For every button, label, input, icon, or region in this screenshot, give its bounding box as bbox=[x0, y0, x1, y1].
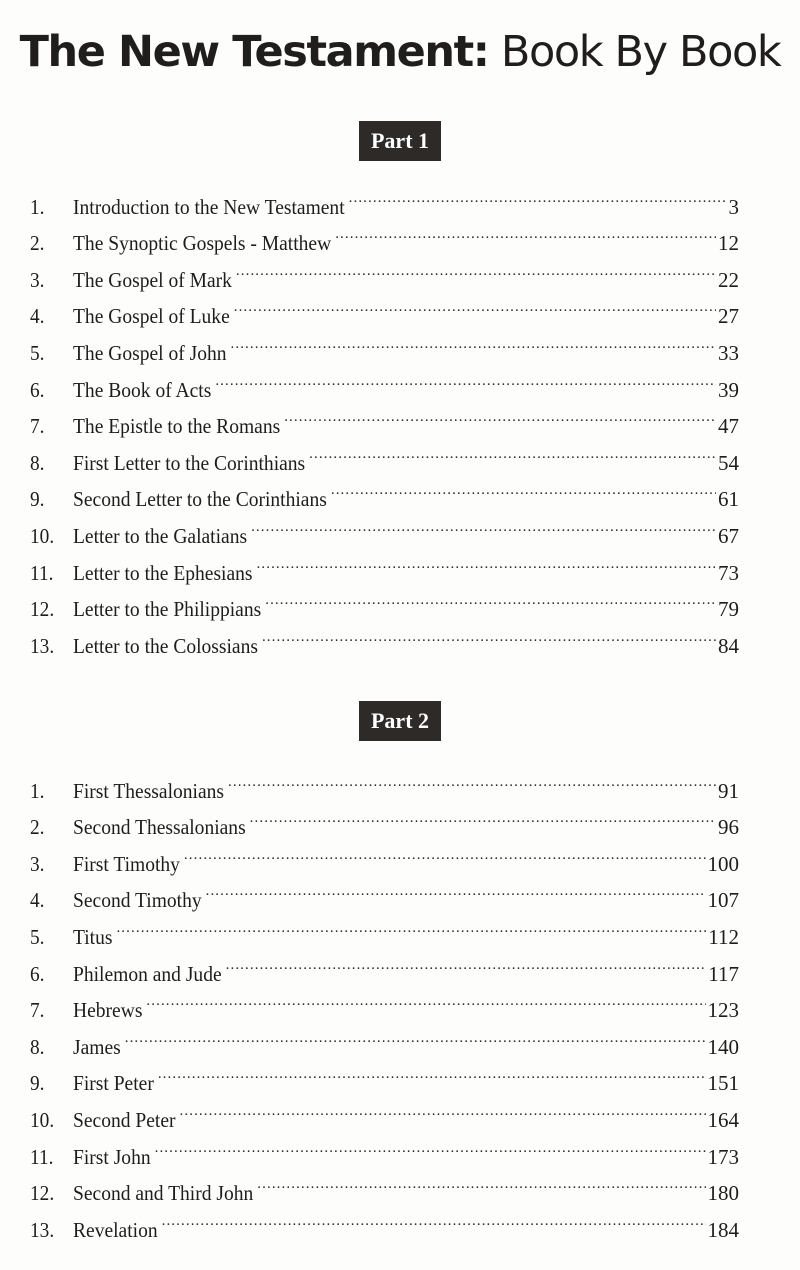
toc-entry bbox=[30, 907, 739, 949]
part-1-header bbox=[0, 121, 800, 161]
entry-number: 8. bbox=[30, 450, 45, 475]
entry-title: First John bbox=[73, 1144, 151, 1169]
entry-page-number: 151 bbox=[707, 1071, 739, 1096]
entry-number: 13. bbox=[30, 1217, 55, 1242]
entry-title: Second Timothy bbox=[73, 888, 202, 913]
entry-number: 1. bbox=[30, 778, 45, 803]
dot-leader bbox=[236, 250, 716, 287]
dot-leader bbox=[155, 1127, 706, 1164]
part-1-contents bbox=[30, 177, 739, 658]
dot-leader bbox=[215, 360, 716, 397]
dot-leader bbox=[116, 907, 706, 944]
entry-number: 5. bbox=[30, 340, 45, 365]
entry-number: 1. bbox=[30, 194, 45, 219]
entry-number: 9. bbox=[30, 487, 45, 512]
entry-title: The Gospel of John bbox=[73, 340, 227, 365]
dot-leader bbox=[262, 616, 716, 653]
entry-title: Philemon and Jude bbox=[73, 961, 222, 986]
dot-leader bbox=[162, 1200, 706, 1237]
dot-leader bbox=[257, 1164, 705, 1201]
entry-page-number: 117 bbox=[708, 961, 739, 986]
dot-leader bbox=[234, 287, 716, 324]
toc-entry bbox=[30, 1054, 739, 1096]
dot-leader bbox=[284, 397, 716, 434]
entry-number: 9. bbox=[30, 1071, 45, 1096]
dot-leader bbox=[146, 981, 705, 1018]
dot-leader bbox=[335, 214, 716, 251]
dot-leader bbox=[265, 580, 716, 617]
entry-title: Letter to the Galatians bbox=[73, 523, 248, 548]
entry-page-number: 100 bbox=[707, 851, 739, 876]
page-title-bold: The New Testament: bbox=[19, 27, 489, 77]
entry-title: Second and Third John bbox=[73, 1181, 254, 1206]
entry-page-number: 84 bbox=[718, 633, 739, 658]
entry-number: 10. bbox=[30, 523, 55, 548]
entry-page-number: 140 bbox=[707, 1034, 739, 1059]
dot-leader bbox=[228, 761, 716, 798]
entry-title: Letter to the Philippians bbox=[73, 597, 262, 622]
page-title-light: Book By Book bbox=[500, 27, 781, 77]
part-2-contents bbox=[30, 761, 739, 1242]
entry-title: Second Peter bbox=[73, 1107, 176, 1132]
entry-page-number: 12 bbox=[718, 231, 739, 256]
entry-page-number: 67 bbox=[718, 523, 739, 548]
entry-page-number: 27 bbox=[718, 304, 739, 329]
dot-leader bbox=[331, 470, 716, 507]
entry-number: 7. bbox=[30, 414, 45, 439]
entry-page-number: 184 bbox=[707, 1217, 739, 1242]
toc-entry bbox=[30, 177, 739, 219]
entry-title: First Letter to the Corinthians bbox=[73, 450, 306, 475]
entry-page-number: 47 bbox=[718, 414, 739, 439]
entry-page-number: 61 bbox=[718, 487, 739, 512]
part-badge: Part 2 bbox=[359, 701, 441, 741]
entry-title: Revelation bbox=[73, 1217, 158, 1242]
entry-page-number: 39 bbox=[718, 377, 739, 402]
entry-number: 3. bbox=[30, 267, 45, 292]
entry-page-number: 73 bbox=[718, 560, 739, 585]
entry-number: 4. bbox=[30, 888, 45, 913]
entry-number: 4. bbox=[30, 304, 45, 329]
entry-title: Titus bbox=[73, 924, 113, 949]
entry-number: 13. bbox=[30, 633, 55, 658]
dot-leader bbox=[231, 323, 717, 360]
dot-leader bbox=[180, 1090, 706, 1127]
entry-page-number: 96 bbox=[718, 815, 739, 840]
toc-entry bbox=[30, 944, 739, 986]
entry-number: 12. bbox=[30, 597, 55, 622]
entry-title: The Synoptic Gospels - Matthew bbox=[73, 231, 332, 256]
entry-number: 11. bbox=[30, 560, 54, 585]
entry-page-number: 54 bbox=[718, 450, 739, 475]
entry-number: 6. bbox=[30, 377, 45, 402]
entry-page-number: 79 bbox=[718, 597, 739, 622]
entry-title: Second Thessalonians bbox=[73, 815, 246, 840]
dot-leader bbox=[206, 871, 706, 908]
entry-number: 12. bbox=[30, 1181, 55, 1206]
entry-page-number: 180 bbox=[707, 1181, 739, 1206]
part-2-header bbox=[0, 701, 800, 741]
entry-title: Introduction to the New Testament bbox=[73, 194, 345, 219]
entry-title: Hebrews bbox=[73, 998, 143, 1023]
dot-leader bbox=[309, 433, 716, 470]
entry-page-number: 123 bbox=[707, 998, 739, 1023]
entry-page-number: 164 bbox=[707, 1107, 739, 1132]
entry-title: The Book of Acts bbox=[73, 377, 212, 402]
entry-title: Letter to the Ephesians bbox=[73, 560, 253, 585]
entry-page-number: 22 bbox=[718, 267, 739, 292]
entry-number: 3. bbox=[30, 851, 45, 876]
entry-page-number: 112 bbox=[708, 924, 739, 949]
entry-number: 5. bbox=[30, 924, 45, 949]
entry-title: First Peter bbox=[73, 1071, 154, 1096]
entry-title: First Timothy bbox=[73, 851, 180, 876]
entry-number: 2. bbox=[30, 815, 45, 840]
entry-page-number: 107 bbox=[707, 888, 739, 913]
entry-number: 6. bbox=[30, 961, 45, 986]
entry-title: The Gospel of Mark bbox=[73, 267, 232, 292]
entry-title: Letter to the Colossians bbox=[73, 633, 258, 658]
entry-page-number: 173 bbox=[707, 1144, 739, 1169]
dot-leader bbox=[125, 1017, 706, 1054]
toc-entry bbox=[30, 1017, 739, 1059]
entry-page-number: 3 bbox=[728, 194, 739, 219]
toc-entry bbox=[30, 761, 739, 803]
dot-leader bbox=[158, 1054, 706, 1091]
dot-leader bbox=[349, 177, 727, 214]
entry-title: The Epistle to the Romans bbox=[73, 414, 281, 439]
page-title bbox=[0, 24, 800, 80]
entry-number: 8. bbox=[30, 1034, 45, 1059]
dot-leader bbox=[257, 543, 716, 580]
entry-title: Second Letter to the Corinthians bbox=[73, 487, 327, 512]
entry-number: 10. bbox=[30, 1107, 55, 1132]
entry-title: First Thessalonians bbox=[73, 778, 225, 803]
dot-leader bbox=[250, 798, 716, 835]
entry-page-number: 33 bbox=[718, 340, 739, 365]
entry-page-number: 91 bbox=[718, 778, 739, 803]
entry-number: 7. bbox=[30, 998, 45, 1023]
dot-leader bbox=[251, 506, 716, 543]
dot-leader bbox=[226, 944, 707, 981]
dot-leader bbox=[184, 834, 706, 871]
entry-number: 11. bbox=[30, 1144, 54, 1169]
part-badge: Part 1 bbox=[359, 121, 441, 161]
entry-title: The Gospel of Luke bbox=[73, 304, 230, 329]
entry-number: 2. bbox=[30, 231, 45, 256]
entry-title: James bbox=[73, 1034, 121, 1059]
